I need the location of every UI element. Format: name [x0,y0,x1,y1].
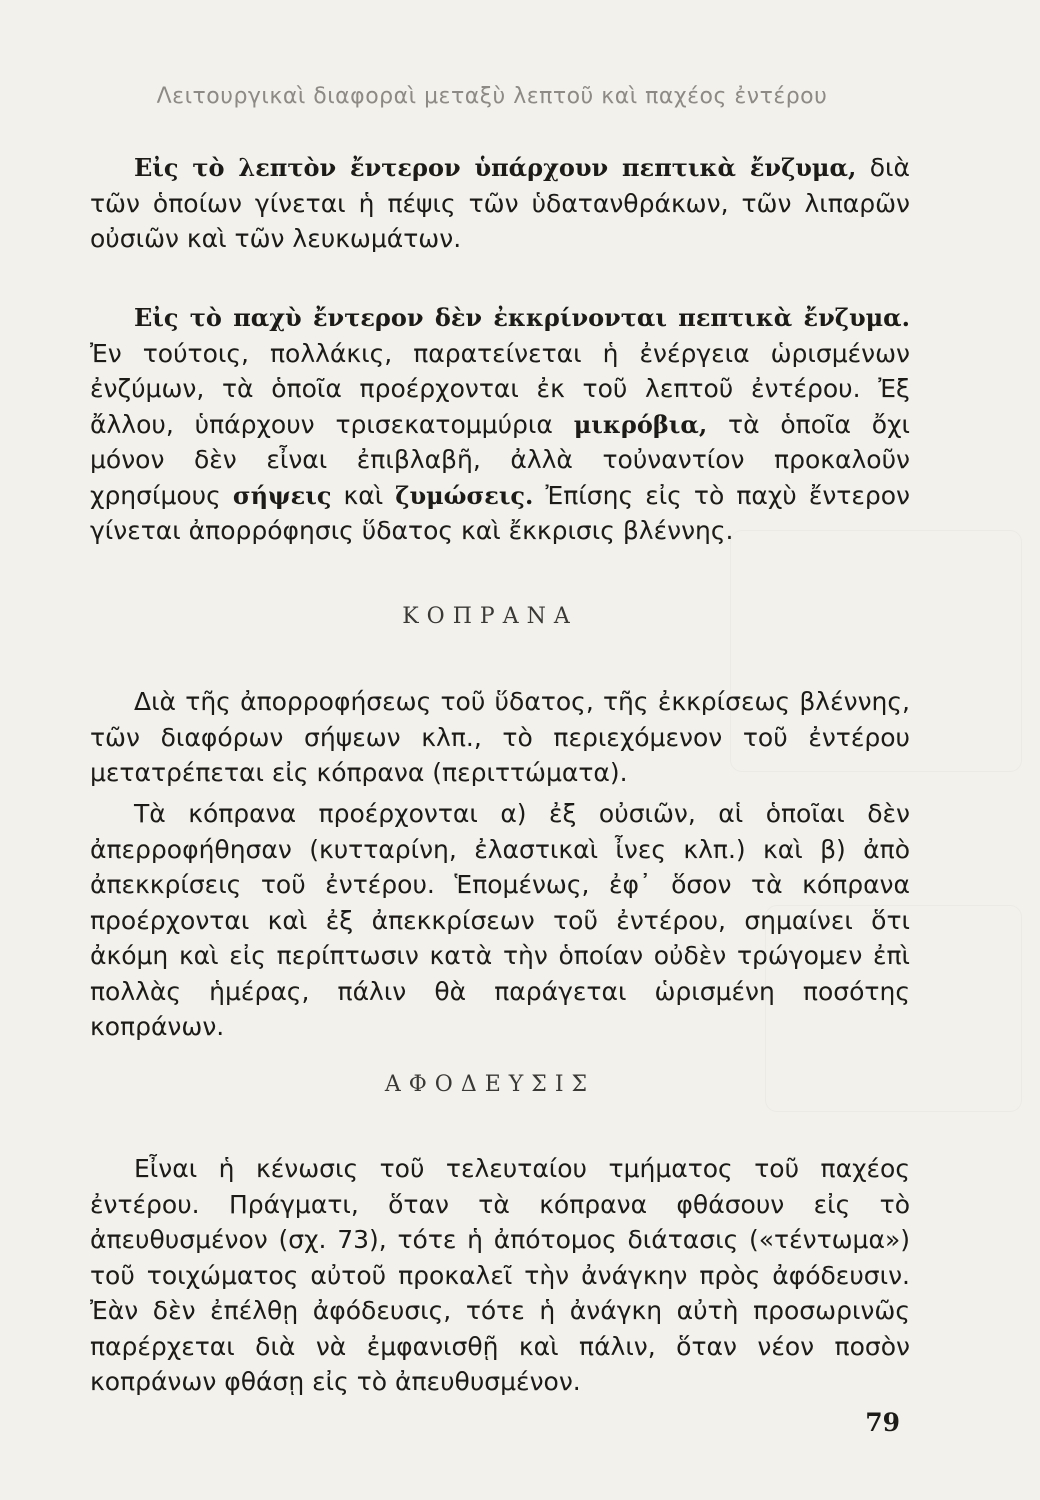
bold-word-sepsis: σήψεις [232,480,332,510]
paragraph-text: τὰ ὁποῖα ὄχι μόνον δὲν εἶναι ἐπιβλαβῆ, ἀλλὰ τοὐναντίον προκαλοῦν χρησίμους [90,409,910,510]
running-head: Λειτουργικαὶ διαφοραὶ μεταξὺ λεπτοῦ καὶ παχέος ἐντέρου [156,84,828,109]
paragraph-text: καὶ [331,480,396,510]
paragraph-text: Ἐπίσης εἰς τὸ παχὺ ἔντερον γίνεται ἀπορρόφησις ὕδατος καὶ ἔκκρισις βλέννης. [90,480,910,545]
paragraph-kodrana-2: Τὰ κόπρανα προέρχονται α) ἐξ οὐσιῶν, αἱ ὁποῖαι δὲν ἀπερροφήθησαν (κυτταρίνη, ἐλαστικαὶ ἶνες κλπ.) καὶ β) ἀπὸ ἀπεκκρίσεις τοῦ ἐντέρου. Ἑπομένως, ἐφ᾽ ὅσον τὰ κόπρανα προέρχονται καὶ ἐξ ἀπεκκρίσεων τοῦ ἐντέρου, σημαίνει ὅτι ἀκόμη καὶ εἰς περίπτωσιν κατὰ τὴν ὁποίαν οὐδὲν τρώγομεν ἐπὶ πολλὰς ἡμέρας, πάλιν θὰ παράγεται ὡρισμένη ποσότης κοπράνων. [90,799,910,1041]
page-number: 79 [865,1408,900,1437]
bold-word-zymosis: ζυμώσεις. [395,480,534,510]
paragraph-text: Ἐν τούτοις, πολλάκις, παρατείνεται ἡ ἐνέργεια ὡρισμένων ἐνζύμων, τὰ ὁποῖα προέρχονται ἐκ τοῦ λεπτοῦ ἐντέρου. Ἐξ ἄλλου, ὑπάρχουν τρισεκατομμύρια [90,338,910,439]
section-heading-kodrana: ΚΟΠΡΑΝΑ [402,604,578,629]
bold-phrase-small-intestine: Εἰς τὸ λεπτὸν ἔντερον ὑπάρχουν πεπτικὰ ἔνζυμα, [134,153,857,182]
paragraph-afodeusis: Εἶναι ἡ κένωσις τοῦ τελευταίου τμήματος τοῦ παχέος ἐντέρου. Πράγματι, ὅταν τὰ κόπρανα φθάσουν εἰς τὸ ἀπευθυσμένον (σχ. 73), τότε ἡ ἀπότομος διάτασις («τέντωμα») τοῦ τοιχώματος αὐτοῦ προκαλεῖ τὴν ἀνάγκην πρὸς ἀφόδευσιν. Ἐὰν δὲν ἐπέλθῃ ἀφόδευσις, τότε ἡ ἀνάγκη αὐτὴ προσωρινῶς παρέρχεται διὰ νὰ ἐμφανισθῇ καὶ πάλιν, ὅταν νέον ποσὸν κοπράνων φθάσῃ εἰς τὸ ἀπευθυσμένον. [90,1154,910,1396]
bold-word-microbes: μικρόβια, [573,409,708,439]
paragraph-kodrana-1: Διὰ τῆς ἀπορροφήσεως τοῦ ὕδατος, τῆς ἐκκρίσεως βλέννης, τῶν διαφόρων σήψεων κλπ., τὸ περιεχόμενον τοῦ ἐντέρου μετατρέπεται εἰς κόπρανα (περιττώματα). [90,687,910,787]
paragraph-large-intestine [90,300,910,549]
section-heading-afodeusis: ΑΦΟΔΕΥΣΙΣ [384,1072,596,1097]
paragraph-small-intestine [90,150,910,257]
bold-phrase-large-intestine: Εἰς τὸ παχὺ ἔντερον δὲν ἐκκρίνονται πεπτικὰ ἔνζυμα. [134,303,910,332]
paragraph-text: διὰ τῶν ὁποίων γίνεται ἡ πέψις τῶν ὑδατανθράκων, τῶν λιπαρῶν οὐσιῶν καὶ τῶν λευκωμάτων. [90,153,910,253]
